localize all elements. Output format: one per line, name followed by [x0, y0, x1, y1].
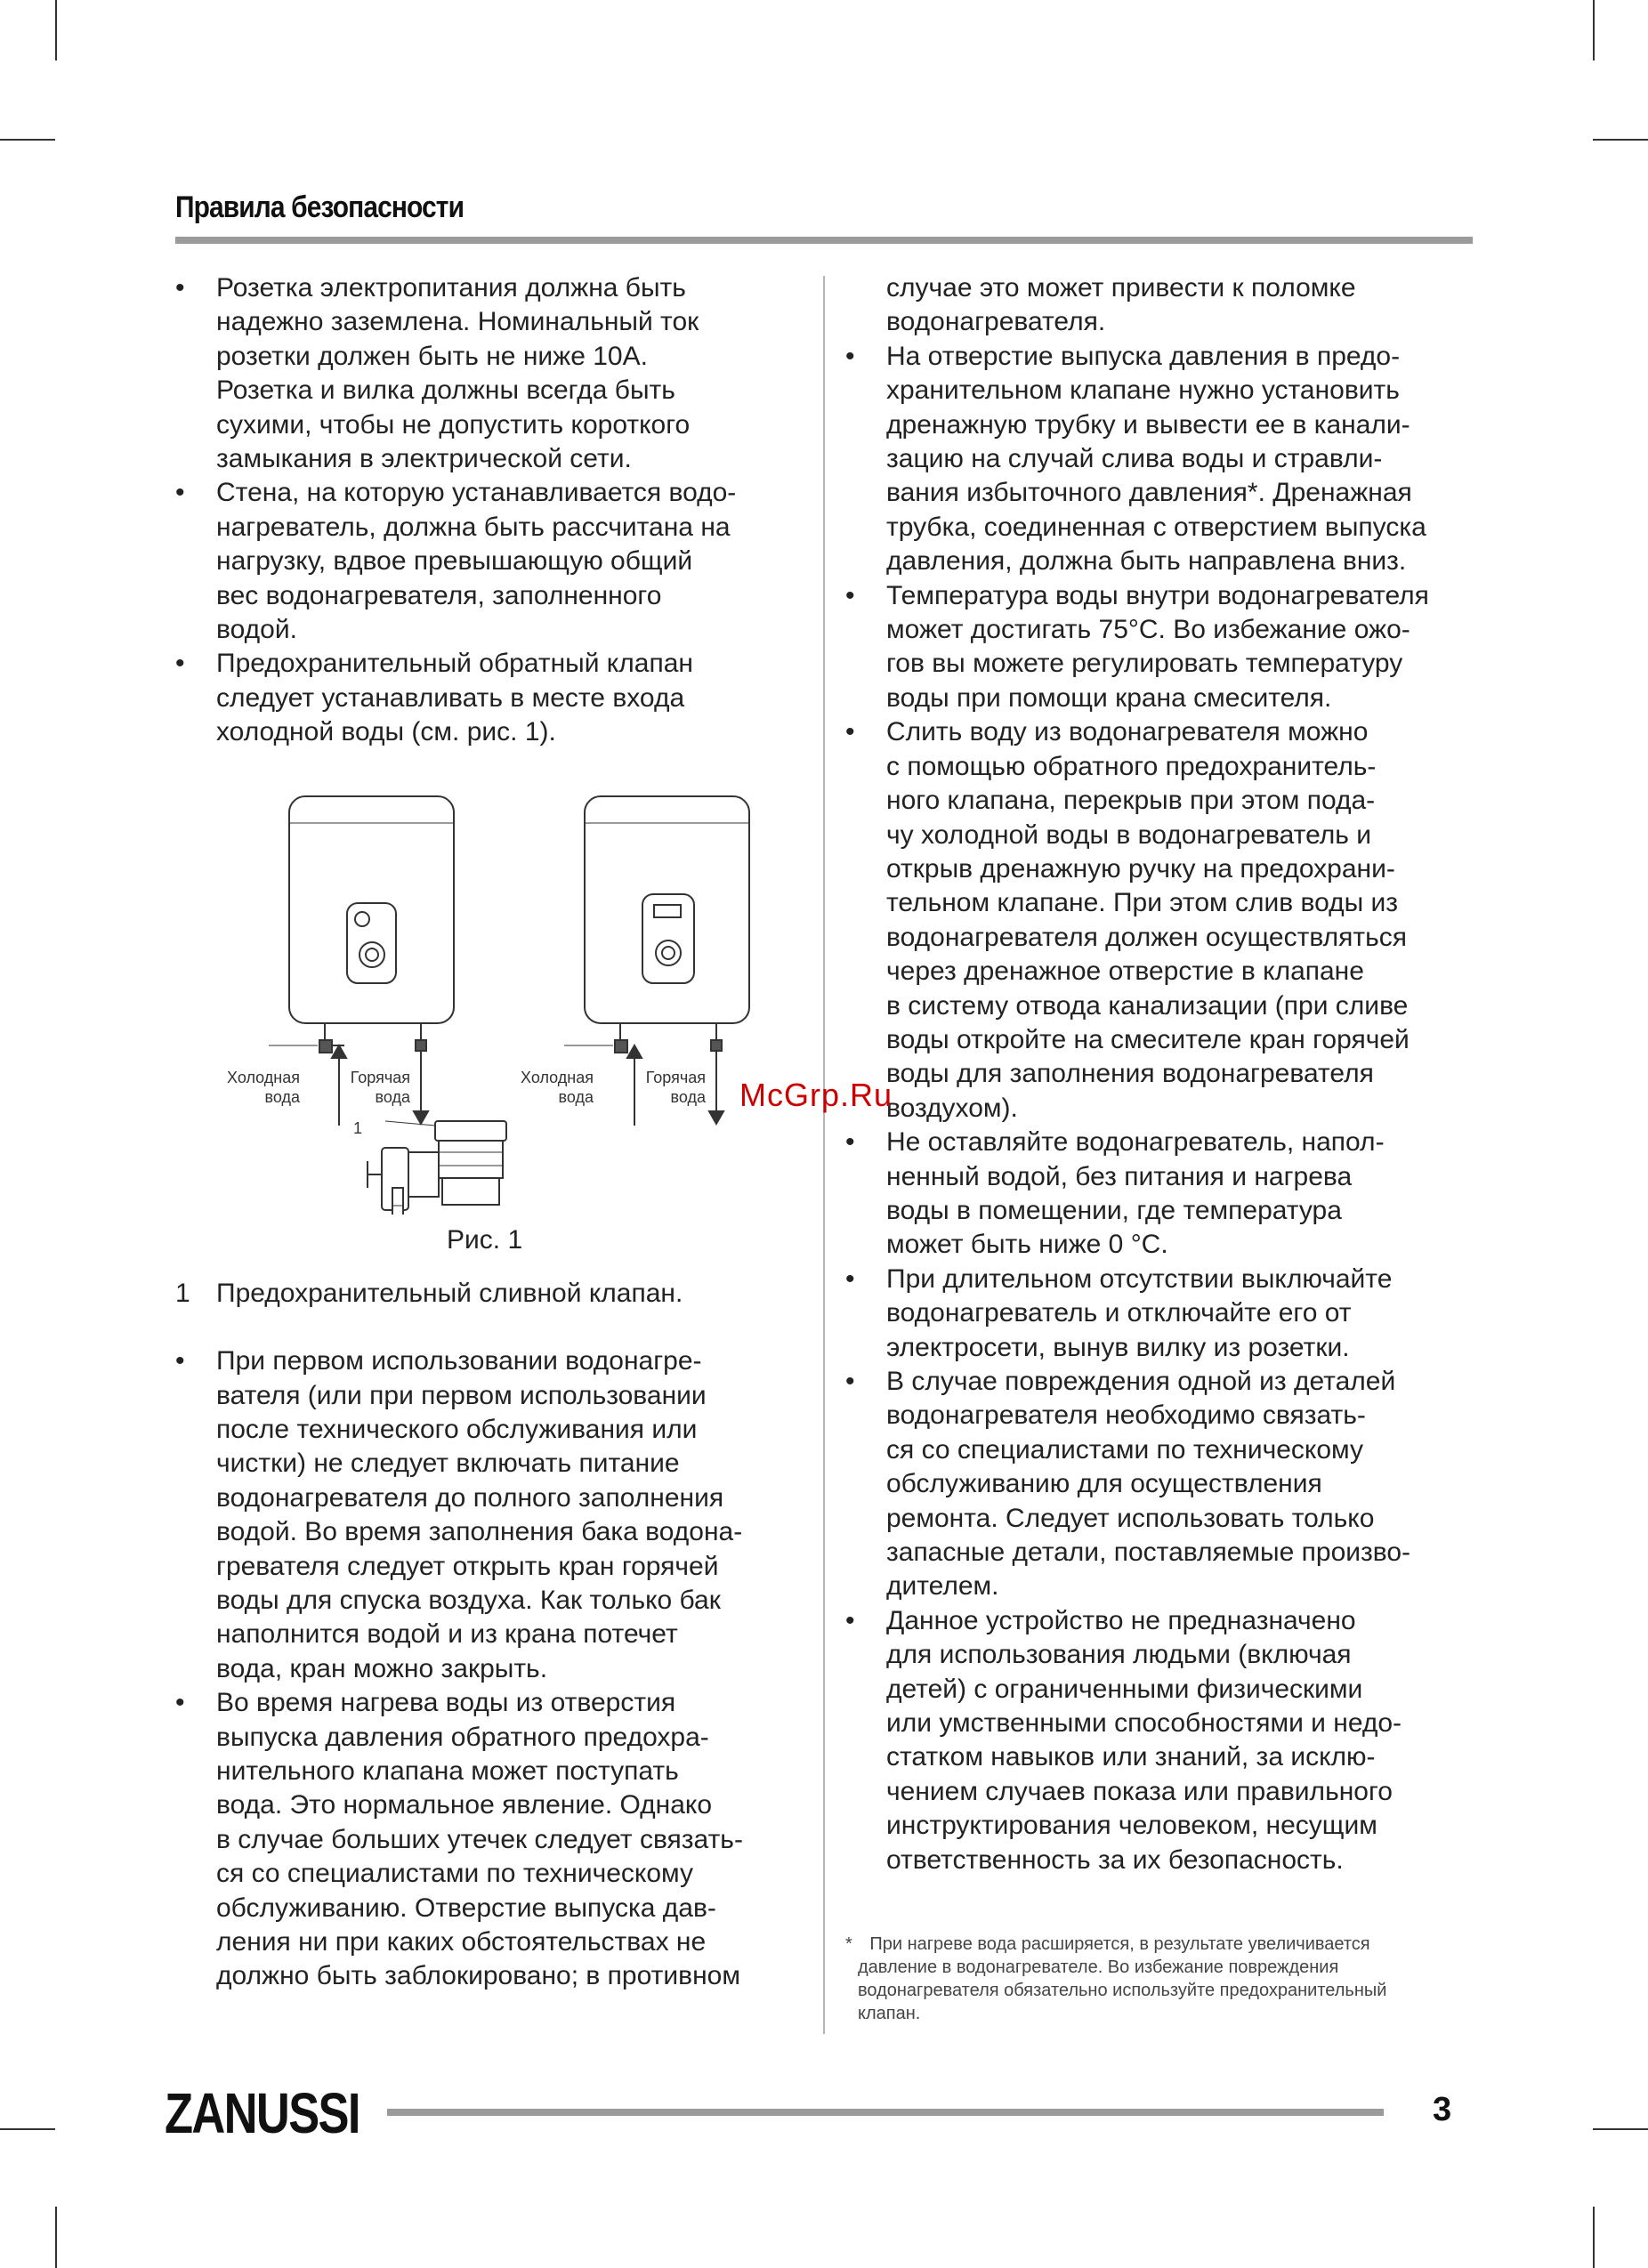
text-line: гревателя следует открыть кран горячей — [216, 1551, 719, 1581]
crop-mark — [0, 139, 55, 141]
text-line: На отверстие выпуска давления в предо- — [886, 341, 1401, 371]
crop-mark — [55, 2207, 57, 2268]
hot-water-label: Горячая вода — [350, 1068, 410, 1106]
figure-legend-item — [175, 1277, 807, 1311]
text-line: В случае повреждения одной из деталей — [886, 1367, 1396, 1396]
bullet-marker: • — [845, 1605, 855, 1635]
text-line: холодной воды (см. рис. 1). — [216, 717, 556, 747]
text-line: Стена, на которую устанавливается водо- — [216, 478, 737, 508]
text-line: ся со специалистами по техническому — [886, 1434, 1364, 1465]
text-line: в систему отвода канализации (при сливе — [886, 990, 1409, 1021]
text-line: розетки должен быть не ниже 10А. — [216, 341, 648, 371]
text-line: ненный водой, без питания и нагрева — [886, 1161, 1353, 1191]
bullet-item — [175, 476, 807, 647]
crop-mark — [1593, 139, 1648, 141]
column-divider — [823, 276, 825, 2034]
text-line: нительного клапана может поступать — [216, 1755, 679, 1786]
text-line: вателя (или при первом использовании — [216, 1380, 707, 1410]
text-line: Розетка электропитания должна быть — [216, 273, 686, 303]
figure-1 — [175, 770, 807, 1268]
bullet-item — [845, 579, 1477, 716]
crop-mark — [0, 2128, 55, 2130]
bullet-item — [175, 271, 807, 476]
text-line: водонагревателя до полного заполнения — [216, 1482, 724, 1513]
text-line: или умственными способностями и недо- — [886, 1708, 1402, 1739]
cold-water-label: Холодная вода — [521, 1068, 594, 1106]
text-line: ся со специалистами по техническому — [216, 1859, 694, 1889]
text-line: водонагревателя должен осуществляться — [886, 922, 1407, 952]
legend-number: 1 — [175, 1278, 190, 1308]
crop-mark — [55, 0, 57, 61]
text-line: ления ни при каких обстоятельствах не — [216, 1927, 707, 1957]
left-bullets-bottom — [175, 1344, 807, 1994]
text-line: в случае больших утечек следует связать- — [216, 1824, 743, 1854]
footnote — [845, 1933, 1468, 2025]
bullet-item — [845, 1365, 1477, 1604]
text-line: выпуска давления обратного предохра- — [216, 1722, 709, 1752]
text-line: Не оставляйте водонагреватель, напол- — [886, 1127, 1385, 1158]
text-line: через дренажное отверстие в клапане — [886, 956, 1364, 987]
text-line: ремонта. Следует использовать только — [886, 1503, 1375, 1533]
left-column — [175, 271, 807, 1994]
text-line: воды при помощи крана смесителя. — [886, 682, 1332, 713]
text-line: воды для спуска воздуха. Как только бак — [216, 1585, 721, 1615]
bullet-marker: • — [845, 1367, 855, 1396]
bullet-item — [845, 1604, 1477, 1877]
text-line: должно быть заблокировано; в противном — [216, 1961, 740, 1991]
text-line: электросети, вынув вилку из розетки. — [886, 1332, 1350, 1362]
text-line: после технического обслуживания или — [216, 1414, 698, 1444]
text-line: случае это может привести к поломке — [886, 273, 1356, 303]
water-heater-diagram — [175, 770, 807, 1215]
text-line: Розетка и вилка должны всегда быть — [216, 375, 675, 406]
text-line: ного клапана, перекрыв при этом пода- — [886, 786, 1376, 816]
text-line: воды для заполнения водонагревателя — [886, 1059, 1374, 1089]
right-column — [845, 271, 1477, 1877]
text-line: воды откройте на смесителе кран горячей — [886, 1024, 1410, 1054]
text-line: давления, должна быть направлена вниз. — [886, 546, 1407, 577]
text-line: детей) с ограниченными физическими — [886, 1674, 1363, 1704]
bullet-marker: • — [175, 273, 185, 303]
text-line: следует устанавливать в месте входа — [216, 682, 685, 713]
bullet-marker: • — [175, 478, 185, 508]
text-line: Данное устройство не предназначено — [886, 1605, 1356, 1635]
text-line: При первом использовании водонагре- — [216, 1346, 702, 1376]
text-line: тельном клапане. При этом слив воды из — [886, 888, 1399, 918]
bullet-marker: • — [175, 1346, 185, 1376]
continued-paragraph — [845, 271, 1477, 340]
text-line: чением случаев показа или правильного — [886, 1776, 1393, 1806]
text-line: наполнится водой и из крана потечет — [216, 1619, 678, 1650]
bullet-item — [175, 647, 807, 749]
bullet-marker: • — [175, 649, 185, 679]
text-line: вода. Это нормальное явление. Однако — [216, 1790, 713, 1820]
cold-water-label: Холодная вода — [227, 1068, 300, 1106]
text-line: нагреватель, должна быть рассчитана на — [216, 512, 731, 542]
text-line: нагрузку, вдвое превышающую общий — [216, 546, 693, 577]
footnote-line: При нагреве вода расширяется, в результате увеличивается — [869, 1934, 1370, 1954]
safety-valve-illustration — [368, 1121, 506, 1215]
text-line: хранительном клапане нужно установить — [886, 375, 1400, 406]
text-line: воды в помещении, где температура — [886, 1195, 1342, 1225]
footnote-line: клапан. — [858, 2004, 921, 2023]
bullet-marker: • — [845, 1263, 855, 1294]
text-line: Во время нагрева воды из отверстия — [216, 1688, 676, 1718]
text-line: обслуживанию. Отверстие выпуска дав- — [216, 1893, 716, 1923]
bullet-marker: • — [845, 580, 855, 610]
crop-mark — [1593, 2207, 1595, 2268]
bullet-marker: • — [175, 1688, 185, 1718]
text-line: дренажную трубку и вывести ее в канали- — [886, 409, 1410, 440]
text-line: замыкания в электрической сети. — [216, 444, 632, 474]
text-line: Предохранительный обратный клапан — [216, 649, 693, 679]
bullet-marker: • — [845, 1127, 855, 1158]
text-line: чу холодной воды в водонагреватель и — [886, 819, 1371, 850]
text-line: водонагреватель и отключайте его от — [886, 1298, 1352, 1328]
legend-text: Предохранительный сливной клапан. — [216, 1278, 683, 1308]
text-line: вес водонагревателя, заполненного — [216, 580, 662, 610]
valve-callout-number: 1 — [353, 1118, 363, 1137]
watermark: McGrp.Ru — [739, 1077, 893, 1113]
text-line: сухими, чтобы не допустить короткого — [216, 409, 691, 440]
text-line: инструктирования человеком, несущим — [886, 1811, 1377, 1841]
text-line: водонагревателя. — [886, 307, 1106, 337]
page-title: Правила безопасности — [175, 190, 465, 224]
footnote-text — [845, 1934, 1468, 2025]
bullet-item — [175, 1344, 807, 1686]
brand-logo: ZANUSSI — [165, 2081, 359, 2145]
text-line: гов вы можете регулировать температуру — [886, 649, 1403, 679]
text-line: воздухом). — [886, 1093, 1018, 1123]
footnote-mark: * — [845, 1934, 852, 1954]
page-number: 3 — [1433, 2091, 1452, 2128]
text-line: запасные детали, поставляемые произво- — [886, 1538, 1411, 1568]
text-line: При длительном отсутствии выключайте — [886, 1263, 1393, 1294]
bullet-item — [175, 1686, 807, 1994]
left-bullets-top — [175, 271, 807, 750]
text-line: вания избыточного давления*. Дренажная — [886, 478, 1412, 508]
text-line: водонагревателя необходимо связать- — [886, 1400, 1366, 1431]
crop-mark — [1593, 0, 1595, 61]
crop-mark — [1593, 2128, 1648, 2130]
bullet-marker: • — [845, 717, 855, 747]
bullet-marker: • — [845, 341, 855, 371]
bullet-item — [845, 340, 1477, 579]
hot-water-label: Горячая вода — [645, 1068, 706, 1106]
text-line: чистки) не следует включать питание — [216, 1449, 680, 1479]
text-line: открыв дренажную ручку на предохрани- — [886, 853, 1395, 884]
footer-rule — [387, 2109, 1384, 2116]
text-line: может быть ниже 0 °С. — [886, 1230, 1168, 1260]
text-line: дителем. — [886, 1571, 999, 1602]
text-line: водой. Во время заполнения бака водона- — [216, 1517, 743, 1547]
bullet-item — [845, 715, 1477, 1126]
text-line: может достигать 75°С. Во избежание ожо- — [886, 615, 1410, 645]
title-rule — [175, 237, 1473, 244]
text-line: вода, кран можно закрыть. — [216, 1653, 548, 1683]
footnote-line: водонагревателя обязательно используйте предохранительный — [858, 1981, 1387, 2000]
text-line: зацию на случай слива воды и стравли- — [886, 444, 1383, 474]
footnote-line: давление в водонагревателе. Во избежание повреждения — [858, 1957, 1339, 1977]
text-line: обслуживанию для осуществления — [886, 1469, 1322, 1499]
text-line: Температура воды внутри водонагревателя — [886, 580, 1429, 610]
text-line: статком навыков или знаний, за исклю- — [886, 1742, 1376, 1772]
text-line: ответственность за их безопасность. — [886, 1844, 1344, 1875]
text-line: надежно заземлена. Номинальный ток — [216, 307, 699, 337]
text-line: для использования людьми (включая — [886, 1640, 1352, 1670]
bullet-item — [845, 1263, 1477, 1365]
figure-caption: Рис. 1 — [447, 1224, 523, 1255]
text-line: Слить воду из водонагревателя можно — [886, 717, 1369, 747]
bullet-item — [845, 1126, 1477, 1263]
text-line: с помощью обратного предохранитель- — [886, 751, 1377, 781]
right-bullets — [845, 340, 1477, 1877]
text-line: трубка, соединенная с отверстием выпуска — [886, 512, 1426, 542]
text-line: водой. — [216, 615, 297, 645]
